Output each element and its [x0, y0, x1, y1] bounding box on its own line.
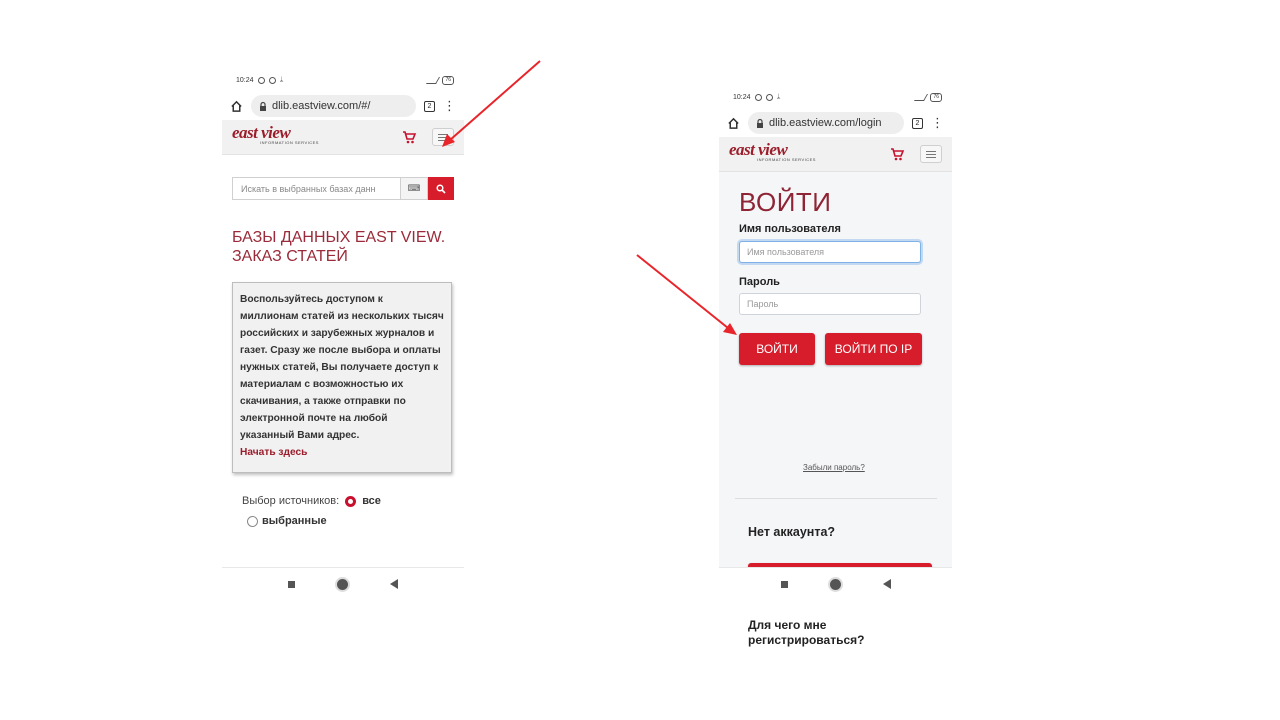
tab-switcher-button[interactable]: 2	[912, 118, 923, 129]
password-input[interactable]: Пароль	[739, 293, 921, 315]
why-register-heading: Для чего мне регистрироваться?	[748, 618, 865, 647]
more-options-icon[interactable]: ⋮	[443, 98, 456, 113]
network-status-icon: ᛦ	[776, 93, 781, 101]
logo-name: east view	[729, 140, 788, 159]
status-time: 10:24	[236, 76, 254, 84]
arrow-to-menu	[442, 61, 540, 147]
radio-selected-label: выбранные	[262, 515, 327, 527]
info-text: Воспользуйтесь доступом к миллионам статей из нескольких тысяч российских и зарубежных журналов и газет. Сразу же после выбора и оплаты нужных статей, Вы получаете доступ к материалам с возможностью их скачивания, а также отправки по электронной почте на любой указанный Вами адрес.	[240, 294, 444, 441]
radio-all-label: все	[362, 495, 381, 507]
tab-switcher-button[interactable]: 2	[424, 101, 435, 112]
no-account-heading: Нет аккаунта?	[748, 525, 836, 539]
url-text: dlib.eastview.com/#/	[272, 100, 371, 112]
login-button[interactable]: ВОЙТИ	[739, 333, 815, 365]
status-time: 10:24	[733, 93, 751, 101]
username-input[interactable]: Имя пользователя	[739, 241, 921, 263]
logo-subtitle: INFORMATION SERVICES	[757, 157, 816, 162]
more-options-icon[interactable]: ⋮	[931, 115, 944, 130]
search-input[interactable]: Искать в выбранных базах данн	[232, 177, 401, 200]
password-label: Пароль	[739, 276, 780, 288]
keyboard-icon[interactable]: ⌨	[401, 177, 428, 200]
arrow-to-login-button	[637, 255, 737, 335]
username-label: Имя пользователя	[739, 223, 841, 235]
login-title: ВОЙТИ	[739, 187, 832, 217]
network-status-icon: ᛦ	[279, 76, 284, 84]
url-text: dlib.eastview.com/login	[769, 117, 882, 129]
battery-icon: 76	[930, 93, 942, 102]
forgot-password-link[interactable]: Забыли пароль?	[803, 463, 865, 472]
logo-name: east view	[232, 123, 291, 142]
logo-subtitle: INFORMATION SERVICES	[260, 140, 319, 145]
battery-icon: 76	[442, 76, 454, 85]
start-here-link[interactable]: Начать здесь	[240, 447, 308, 458]
sources-label: Выбор источников:	[242, 495, 340, 507]
page-title: БАЗЫ ДАННЫХ EAST VIEW. ЗАКАЗ СТАТЕЙ	[232, 229, 446, 265]
login-by-ip-button[interactable]: ВОЙТИ ПО IP	[825, 333, 922, 365]
